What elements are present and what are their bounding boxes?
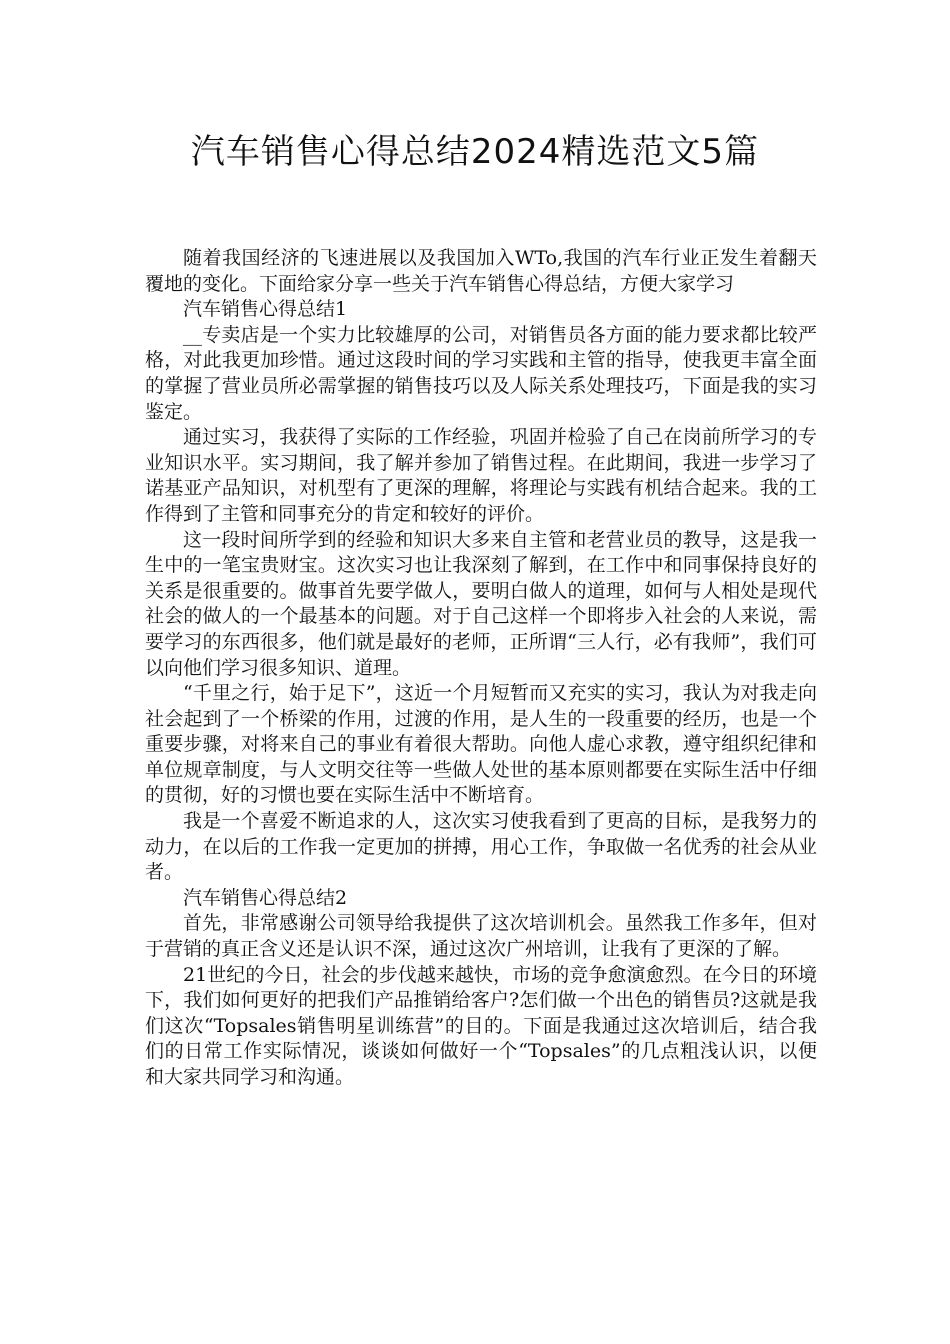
- document-body: [145, 246, 817, 1091]
- document-title: 汽车销售心得总结2024精选范文5篇: [190, 132, 760, 172]
- body-paragraph: 首先，非常感谢公司领导给我提供了这次培训机会。虽然我工作多年，但对于营销的真正含义还是认识不深，通过这次广州培训，让我有了更深的了解。: [145, 912, 817, 961]
- section-heading-1: 汽车销售心得总结1: [183, 298, 348, 321]
- section-heading-2: 汽车销售心得总结2: [183, 886, 348, 909]
- body-paragraph: 我是一个喜爱不断追求的人，这次实习使我看到了更高的目标，是我努力的动力，在以后的工作我一定更加的拼搏，用心工作，争取做一名优秀的社会从业者。: [145, 810, 817, 884]
- body-paragraph: 21世纪的今日，社会的步伐越来越快，市场的竞争愈演愈烈。在今日的环境下，我们如何更好的把我们产品推销给客户?怎们做一个出色的销售员?这就是我们这次“Topsales销售明星训练营”的目的。下面是我通过这次培训后，结合我们的日常工作实际情况，谈谈如何做好一个“Topsales”的几点粗浅认识，以便和大家共同学习和沟通。: [145, 963, 817, 1088]
- body-paragraph: 这一段时间所学到的经验和知识大多来自主管和老营业员的教导，这是我一生中的一笔宝贵财宝。这次实习也让我深刻了解到，在工作中和同事保持良好的关系是很重要的。做事首先要学做人，要明白做人的道理，如何与人相处是现代社会的做人的一个最基本的问题。对于自己这样一个即将步入社会的人来说，需要学习的东西很多，他们就是最好的老师，正所谓“三人行，必有我师”，我们可以向他们学习很多知识、道理。: [145, 528, 817, 679]
- intro-paragraph: 随着我国经济的飞速进展以及我国加入WTo,我国的汽车行业正发生着翻天覆地的变化。下面给家分享一些关于汽车销售心得总结，方便大家学习: [145, 247, 817, 295]
- body-paragraph: “千里之行，始于足下”，这近一个月短暂而又充实的实习，我认为对我走向社会起到了一个桥梁的作用，过渡的作用，是人生的一段重要的经历，也是一个重要步骤，对将来自己的事业有着很大帮助。向他人虚心求教，遵守组织纪律和单位规章制度，与人文明交往等一些做人处世的基本原则都要在实际生活中仔细的贯彻，好的习惯也要在实际生活中不断培育。: [145, 682, 817, 807]
- body-paragraph: 通过实习，我获得了实际的工作经验，巩固并检验了自己在岗前所学习的专业知识水平。实习期间，我了解并参加了销售过程。在此期间，我进一步学习了诺基亚产品知识，对机型有了更深的理解，将理论与实践有机结合起来。我的工作得到了主管和同事充分的肯定和较好的评价。: [145, 426, 817, 525]
- body-paragraph: __专卖店是一个实力比较雄厚的公司，对销售员各方面的能力要求都比较严格，对此我更加珍惜。通过这段时间的学习实践和主管的指导，使我更丰富全面的掌握了营业员所必需掌握的销售技巧以及人际关系处理技巧，下面是我的实习鉴定。: [145, 323, 817, 423]
